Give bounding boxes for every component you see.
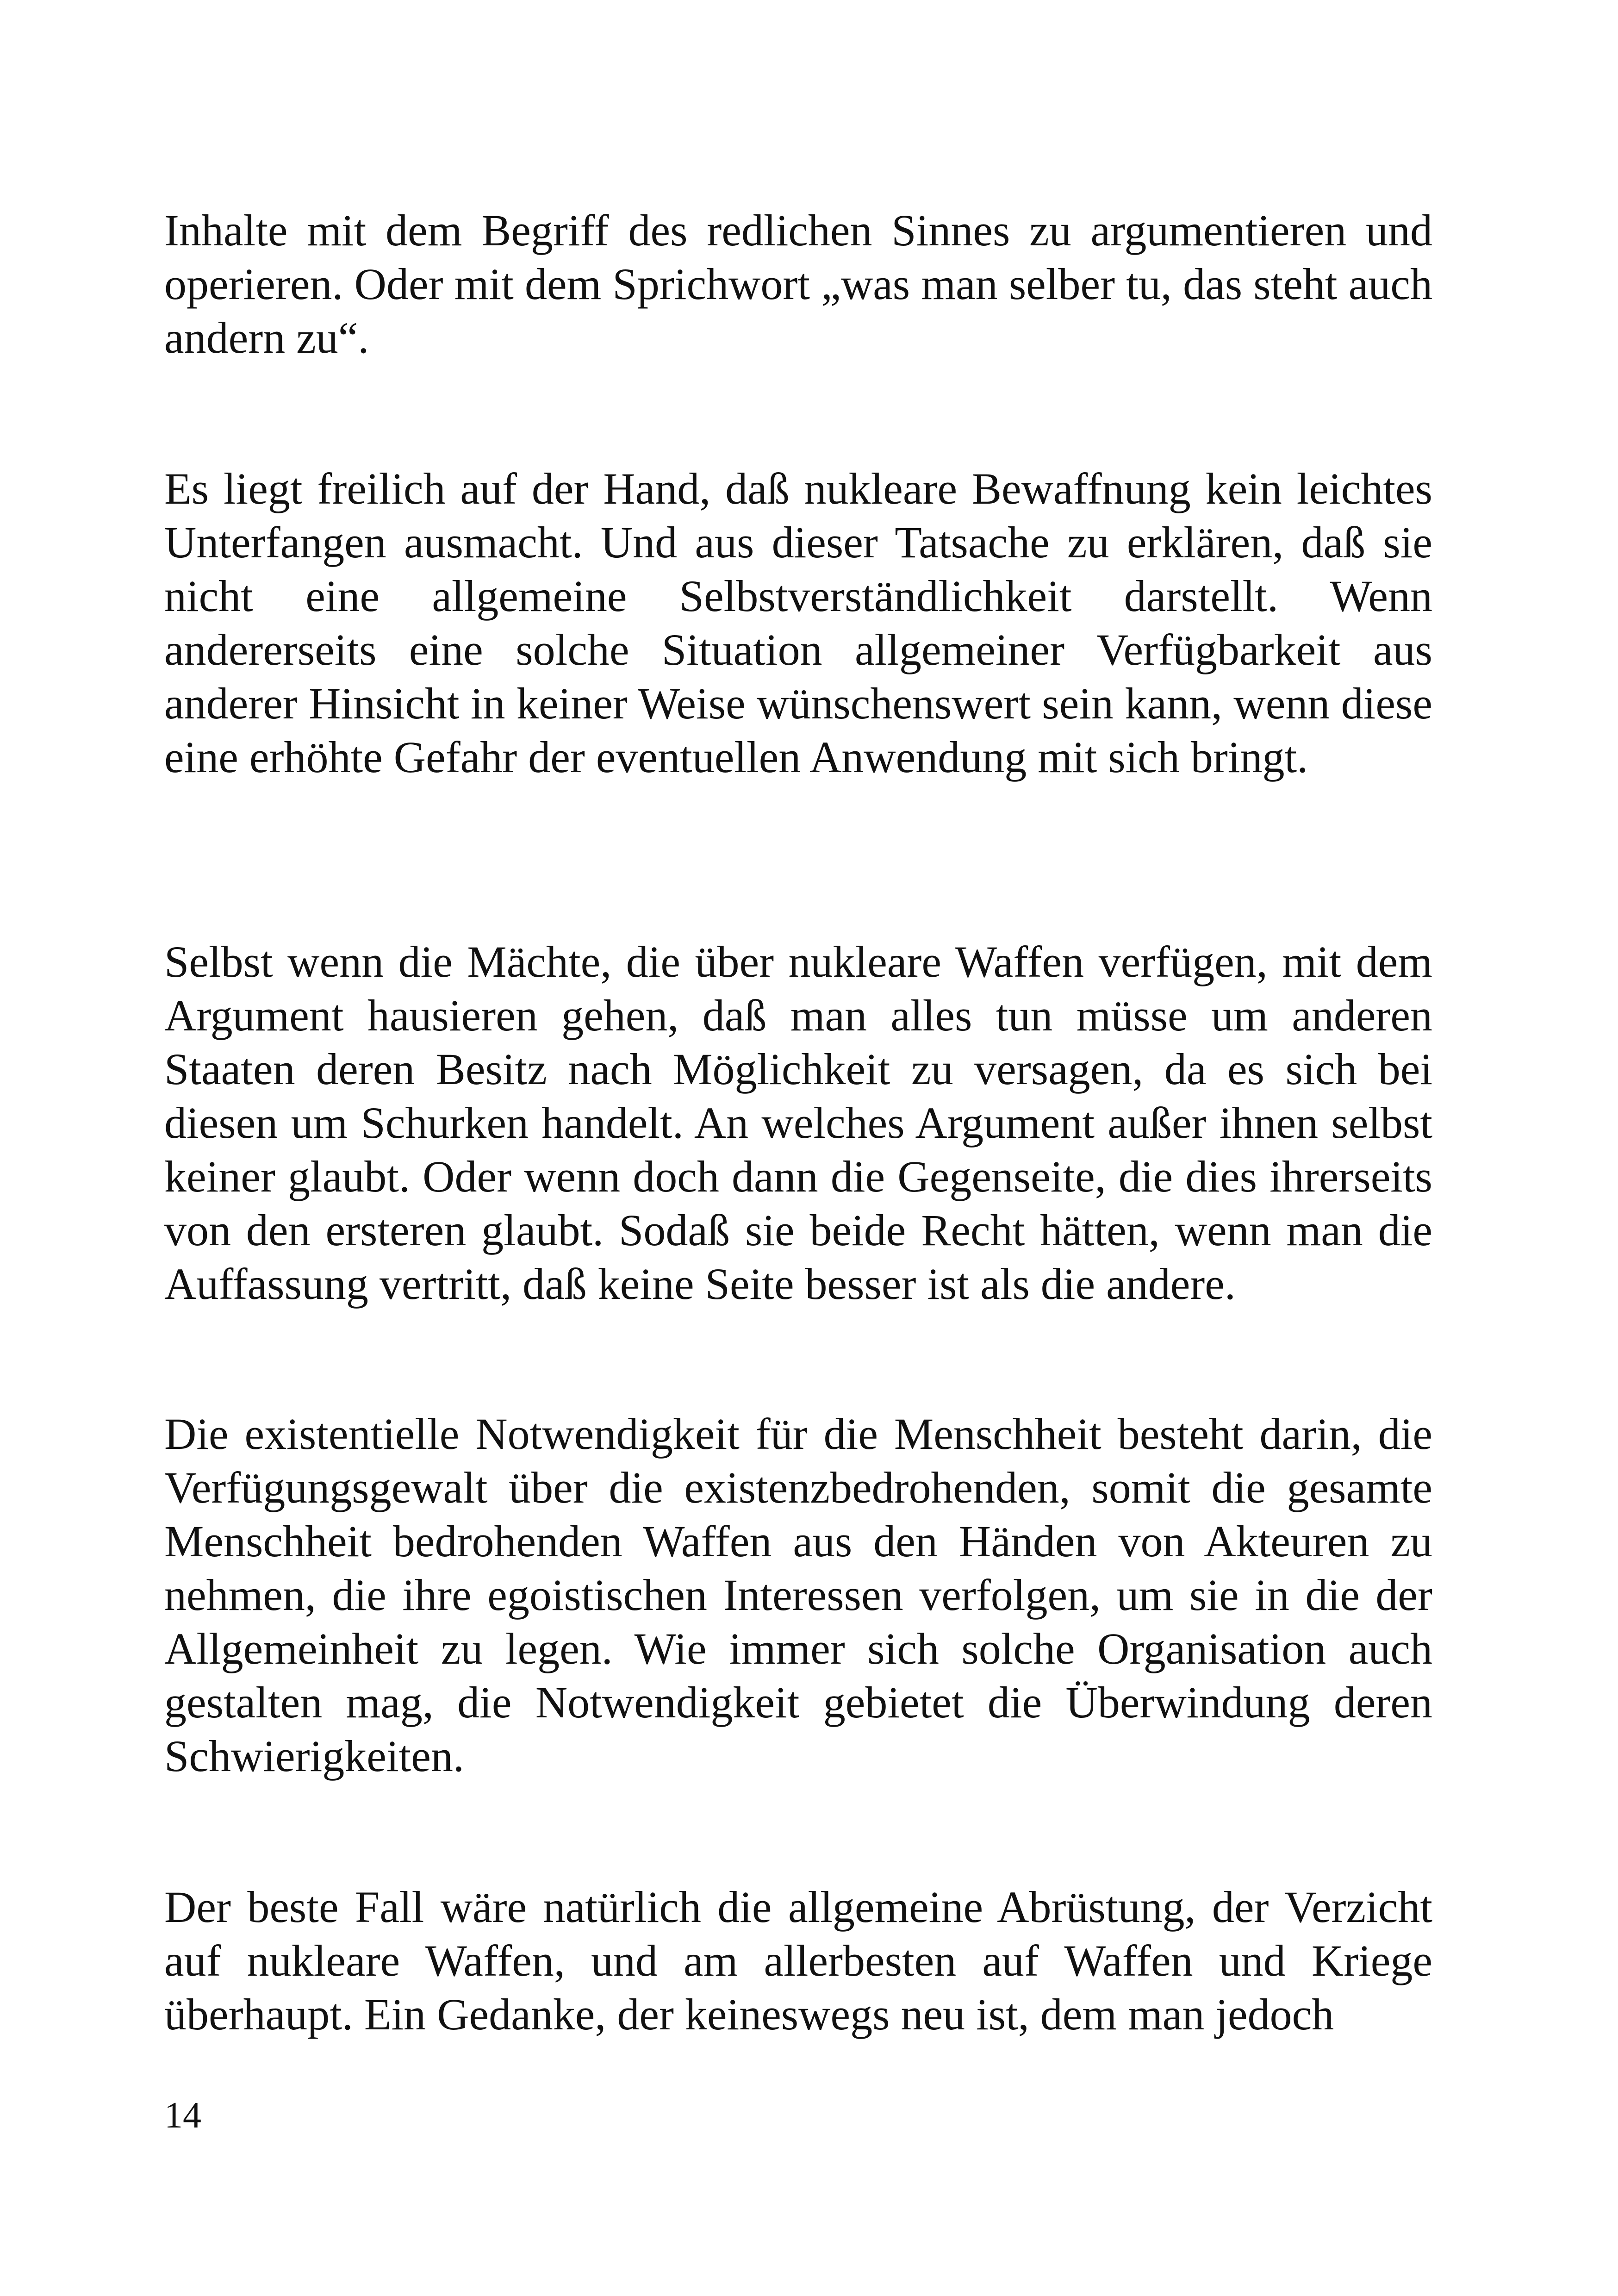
paragraph: Der beste Fall wäre natürlich die allgemeine Abrüstung, der Verzicht auf nukleare Waffen, und am allerbesten auf Waffen und Kriege überhaupt. Ein Gedanke, der keineswegs neu ist, dem man jedoch bbox=[164, 1882, 1432, 2039]
page-number: 14 bbox=[164, 2095, 201, 2136]
paragraph: Es liegt freilich auf der Hand, daß nukleare Bewaffnung kein leichtes Unterfangen ausmacht. Und aus dieser Tatsache zu erklären, daß sie nicht eine allgemeine Selbstverständlichkeit darstellt. Wenn andererseits eine solche Situation allgemeiner Verfügbarkeit aus anderer Hinsicht in keiner Weise wünschenswert sein kann, wenn diese eine erhöhte Gefahr der eventuellen Anwendung mit sich bringt. bbox=[164, 464, 1432, 782]
paragraph: Die existentielle Notwendigkeit für die Menschheit besteht darin, die Verfügungsgewalt über die existenzbedrohenden, somit die gesamte Menschheit bedrohenden Waffen aus den Händen von Akteuren zu nehmen, die ihre egoistischen Interessen verfolgen, um sie in die der Allgemeinheit zu legen. Wie immer sich solche Organisation auch gestalten mag, die Notwendigkeit gebietet die Überwindung deren Schwierigkeiten. bbox=[164, 1409, 1432, 1781]
paragraph: Selbst wenn die Mächte, die über nukleare Waffen verfügen, mit dem Argument hausieren gehen, daß man alles tun müsse um anderen Staaten deren Besitz nach Möglichkeit zu versagen, da es sich bei diesen um Schurken handelt. An welches Argument außer ihnen selbst keiner glaubt. Oder wenn doch dann die Gegenseite, die dies ihrerseits von den ersteren glaubt. Sodaß sie beide Recht hätten, wenn man die Auffassung vertritt, daß keine Seite besser ist als die andere. bbox=[164, 937, 1432, 1309]
paragraph: Inhalte mit dem Begriff des redlichen Sinnes zu argumentieren und operieren. Oder mit dem Sprichwort „was man selber tu, das steht auch andern zu“. bbox=[164, 206, 1432, 362]
